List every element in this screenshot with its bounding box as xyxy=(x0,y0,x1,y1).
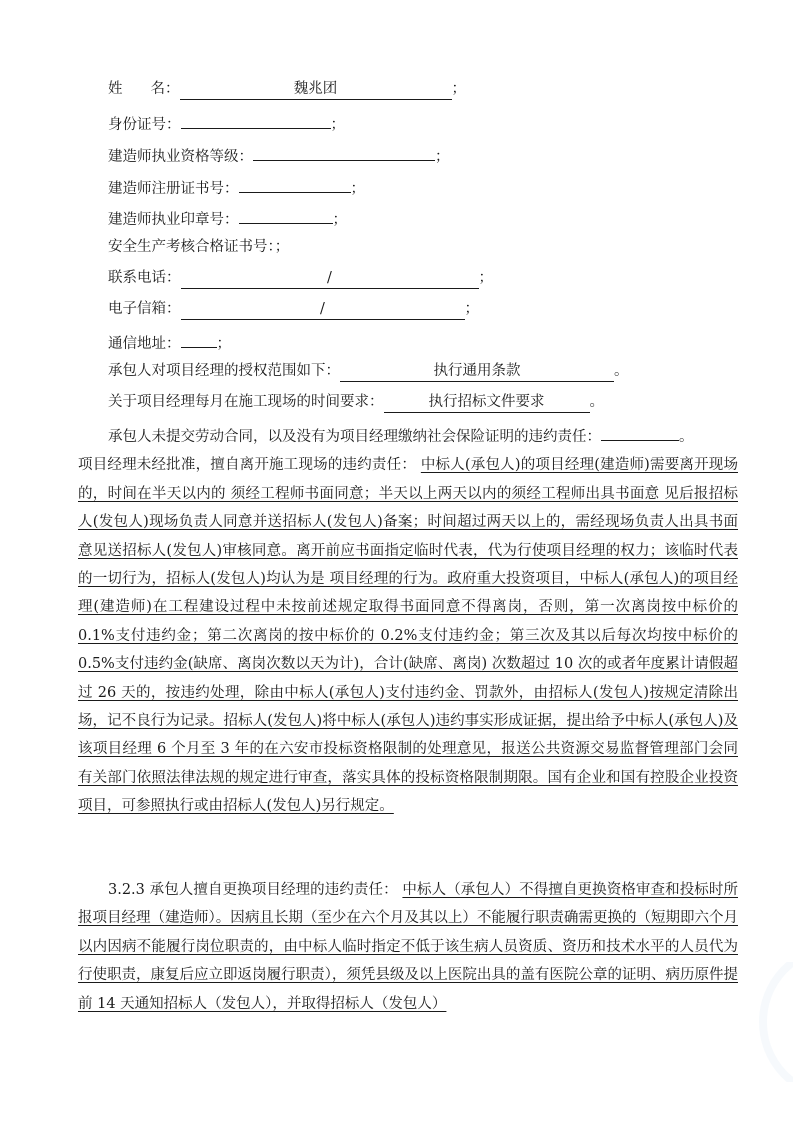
address-row xyxy=(108,327,231,353)
address-label: 通信地址： xyxy=(108,336,181,352)
auth-scope-field[interactable]: 执行通用条款 xyxy=(340,361,614,382)
phone-label: 联系电话： xyxy=(108,270,181,286)
leave-text: 中标人(承包人)的项目经理(建造师)需要离开现场的，时间在半天以内的 须经工程师书面同意；半天以上两天以内的须经工程师出具书面意 见后报招标人(发包人)现场负责人同意并送招标人(发包人)备案；时间超过两天以上的，需经现场负责人出具书面意见送招标人(发包人)审核同意。离开前应书面指定临时代表，代为行使项目经理的权力；该临时代表的一切行为，招标人(发包人)均认为是 项目经理的行为。政府重大投资项目，中标人(承包人)的项目经 理(建造师)在工程建设过程中未按前述规定取得书面同意不得离岗，否则，第一次离岗按中标价的 0.1%支付违约金；第二次离岗的按中标价的 0.2%支付违约金；第三次及其以后每次均按中标价的 0.5%支付违约金(缺席、离岗次数以天为计)，合计(缺席、离岗) 次数超过 10 次的或者年度累计请假超过 26 天的，按违约处理，除由中标人(承包人)支付违约金、罚款外，由招标人(发包人)按规定清除出场，记不良行为记录。招标人(发包人)将中标人(承包人)违约事实形成证据，提出给予中标人(承包人)及该项目经理 6 个月至 3 年的在六安市投标资格限制的处理意见，报送公共资源交易监督管理部门会同有关部门依照法律法规的规定进行审查，落实具体的投标资格限制期限。国有企业和国有控股企业投资项目，可参照执行或由招标人(发包人)另行规定。 xyxy=(78,457,738,815)
id-field[interactable] xyxy=(181,108,331,129)
qual-level-field[interactable] xyxy=(253,140,435,161)
name-label-part2: 名： xyxy=(150,81,180,97)
phone-semicolon: ； xyxy=(478,270,493,286)
labor-contract-period: 。 xyxy=(679,429,694,445)
reg-cert-row xyxy=(108,172,365,198)
reg-cert-label: 建造师注册证书号： xyxy=(108,181,239,197)
reg-cert-field[interactable] xyxy=(239,172,351,193)
replace-text: 中标人（承包人）不得擅自更换资格审查和投标时所报项目经理（建造师）。因病且长期（至少在六个月及其以上）不能履行职责确需更换的（短期即六个月以内因病不能履行岗位职责的，由中标人临时指定不低于该生病人员资质、资历和技术水平的人员代为行使职责，康复后应立即返岗履行职责），须凭县级及以上医院出具的盖有医院公章的证明、病历原件提前 14 天通知招标人（发包人），并取得招标人（发包人） xyxy=(78,882,738,1012)
email-row xyxy=(108,296,479,322)
id-semicolon: ； xyxy=(330,117,345,133)
seal-label: 建造师执业印章号： xyxy=(108,212,239,228)
name-field[interactable]: 魏兆团 xyxy=(180,79,452,100)
reg-cert-semicolon: ； xyxy=(350,181,365,197)
auth-scope-period: 。 xyxy=(614,363,629,379)
labor-contract-text: 承包人未提交劳动合同，以及没有为项目经理缴纳社会保险证明的违约责任： xyxy=(108,429,601,445)
seal-semicolon: ； xyxy=(332,212,347,228)
id-label: 身份证号： xyxy=(108,117,181,133)
phone-field[interactable] xyxy=(181,268,479,289)
replace-label: 3.2.3 承包人擅自更换项目经理的违约责任： xyxy=(108,882,398,898)
id-row xyxy=(108,108,345,134)
leave-label: 项目经理未经批准，擅自离开施工现场的违约责任： xyxy=(78,457,417,474)
auth-scope-label: 承包人对项目经理的授权范围如下： xyxy=(108,363,340,379)
address-semicolon: ； xyxy=(216,336,231,352)
replace-paragraph xyxy=(78,876,738,1018)
onsite-time-label: 关于项目经理每月在施工现场的时间要求： xyxy=(108,394,384,410)
qual-level-row xyxy=(108,140,450,166)
email-semicolon: ； xyxy=(464,301,479,317)
labor-contract-paragraph xyxy=(78,422,738,821)
address-field[interactable] xyxy=(181,327,217,348)
phone-row xyxy=(108,265,493,291)
email-separator: / xyxy=(320,301,325,317)
labor-contract-blank[interactable] xyxy=(601,422,679,441)
onsite-time-field[interactable]: 执行招标文件要求 xyxy=(384,392,590,413)
safety-cert-label: 安全生产考核合格证书号：； xyxy=(108,239,290,255)
phone-separator: / xyxy=(327,270,332,286)
name-semicolon: ； xyxy=(451,81,466,97)
name-label-part1: 姓 xyxy=(108,81,123,97)
name-row xyxy=(108,76,466,102)
watermark-icon xyxy=(733,962,793,1082)
email-label: 电子信箱： xyxy=(108,301,181,317)
email-field[interactable] xyxy=(181,299,465,320)
qual-level-label: 建造师执业资格等级： xyxy=(108,149,253,165)
qual-level-semicolon: ； xyxy=(435,149,450,165)
safety-cert-row xyxy=(108,234,289,260)
seal-field[interactable] xyxy=(239,203,333,224)
onsite-time-period: 。 xyxy=(589,394,604,410)
onsite-time-row xyxy=(108,389,604,415)
seal-row xyxy=(108,203,347,229)
auth-scope-row xyxy=(108,358,629,384)
